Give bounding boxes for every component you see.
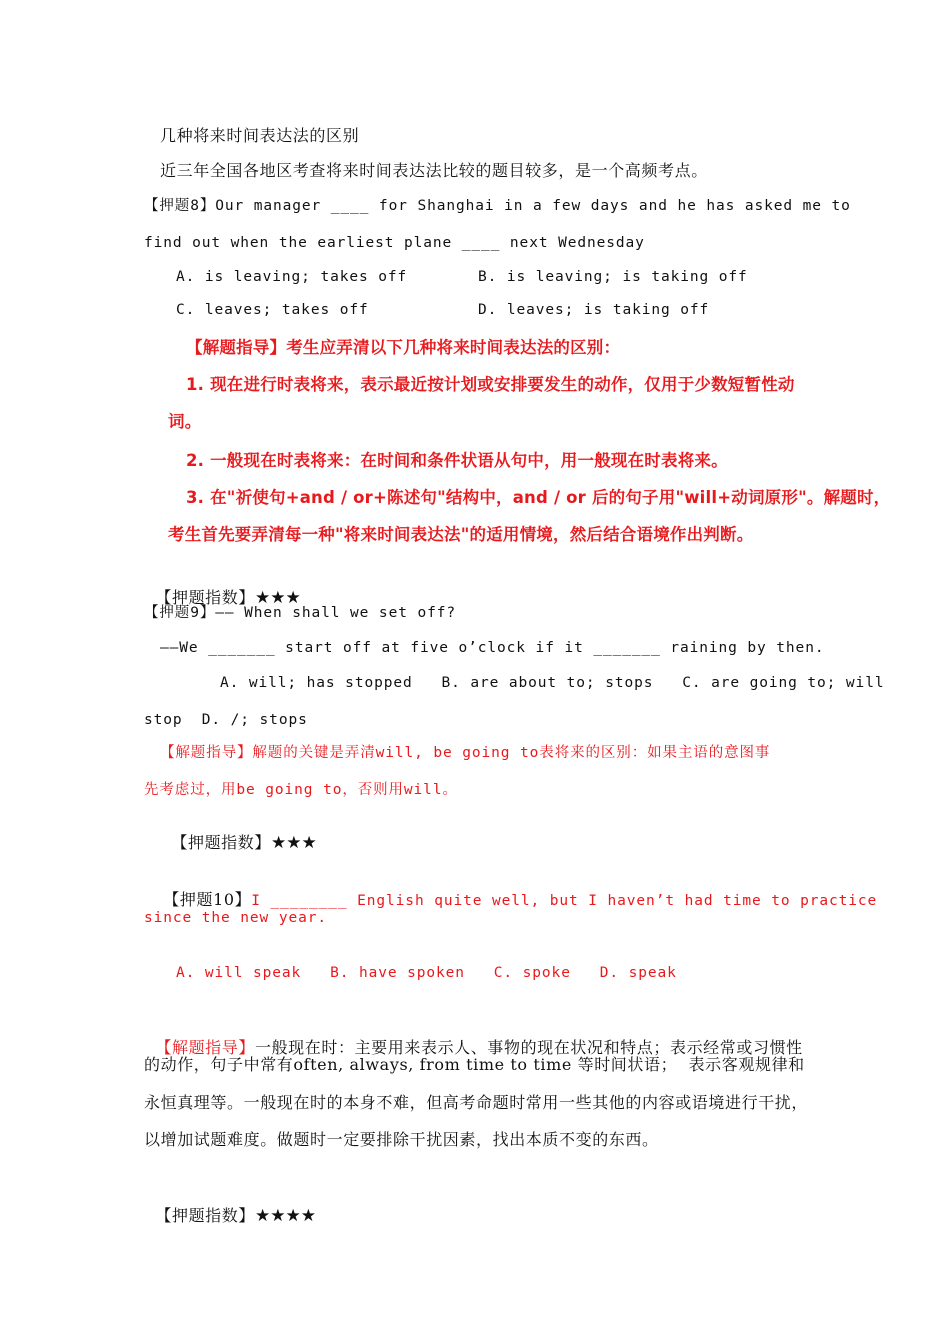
q8-stem-line2: find out when the earliest plane ____ next Wednesday	[144, 235, 645, 251]
q10-guide-line3: 永恒真理等。一般现在时的本身不难，但高考命题时常用一些其他的内容或语境进行干扰，	[144, 1093, 809, 1112]
q8-star-rating: ★★★	[254, 588, 301, 608]
q10-label: 【押题10】	[163, 890, 252, 909]
q9-options-line2: stop D. /; stops	[144, 712, 308, 728]
q9-index-label: 【押题指数】	[171, 833, 271, 852]
q9-star-rating: ★★★	[270, 833, 317, 853]
q8-guide-point3: 3. 在"祈使句+and / or+陈述句"结构中，and / or 后的句子用"will+动词原形"。解题时，	[186, 488, 891, 507]
q8-guide-point2: 2. 一般现在时表将来：在时间和条件状语从句中，用一般现在时表将来。	[186, 451, 728, 470]
q8-option-a: A. is leaving; takes off	[176, 269, 408, 285]
q8-guide-point1-cont: 词。	[168, 412, 202, 431]
q8-stem-line1: 【押题8】Our manager ____ for Shanghai in a few days and he has asked me to	[144, 198, 851, 214]
q10-options: A. will speak B. have spoken C. spoke D. speak	[176, 965, 677, 981]
q10-guide-text1: 一般现在时：主要用来表示人、事物的现在状况和特点；表示经常或习惯性	[254, 1038, 803, 1057]
q10-index-label: 【押题指数】	[155, 1206, 255, 1225]
q10-guide-line2: 的动作，句子中常有often, always, from time to time 等时间状语； 表示客观规律和	[144, 1055, 805, 1074]
q10-guide-line1	[144, 1018, 803, 1058]
q10-guide-label: 【解题指导】	[155, 1038, 255, 1057]
q10-stem-line2: since the new year.	[144, 910, 327, 926]
q9-guide-line2: 先考虑过，用be going to，否则用will。	[144, 782, 458, 798]
q8-option-d: D. leaves; is taking off	[478, 302, 710, 318]
q9-stem-line2: ——We _______ start off at five o’clock if it _______ raining by then.	[160, 640, 825, 656]
q8-guide-point1: 1. 现在进行时表将来，表示最近按计划或安排要发生的动作，仅用于少数短暂性动	[186, 375, 795, 394]
q9-options-line1: A. will; has stopped B. are about to; stops C. are going to; will	[220, 675, 885, 691]
q8-index	[144, 568, 301, 608]
q10-stem-text: I ________ English quite well, but I haven’t had time to practice	[251, 893, 878, 909]
q10-index	[144, 1186, 316, 1226]
q8-option-b: B. is leaving; is taking off	[478, 269, 748, 285]
q9-index	[160, 813, 317, 853]
section-heading: 几种将来时间表达法的区别	[160, 126, 360, 145]
intro-text: 近三年全国各地区考查将来时间表达法比较的题目较多，是一个高频考点。	[160, 161, 708, 180]
q8-option-c: C. leaves; takes off	[176, 302, 369, 318]
q10-guide-line4: 以增加试题难度。做题时一定要排除干扰因素，找出本质不变的东西。	[144, 1130, 659, 1149]
q10-stem-line1	[144, 870, 877, 911]
q8-index-label: 【押题指数】	[155, 588, 255, 607]
q8-guide-title: 【解题指导】考生应弄清以下几种将来时间表达法的区别：	[186, 338, 621, 357]
q8-guide-point3-cont: 考生首先要弄清每一种"将来时间表达法"的适用情境，然后结合语境作出判断。	[168, 525, 754, 544]
q10-star-rating: ★★★★	[254, 1206, 316, 1226]
q9-guide-line1: 【解题指导】解题的关键是弄清will, be going to表将来的区别：如果主语的意图事	[160, 745, 771, 761]
q9-stem-line1: 【押题9】—— When shall we set off?	[144, 605, 456, 621]
